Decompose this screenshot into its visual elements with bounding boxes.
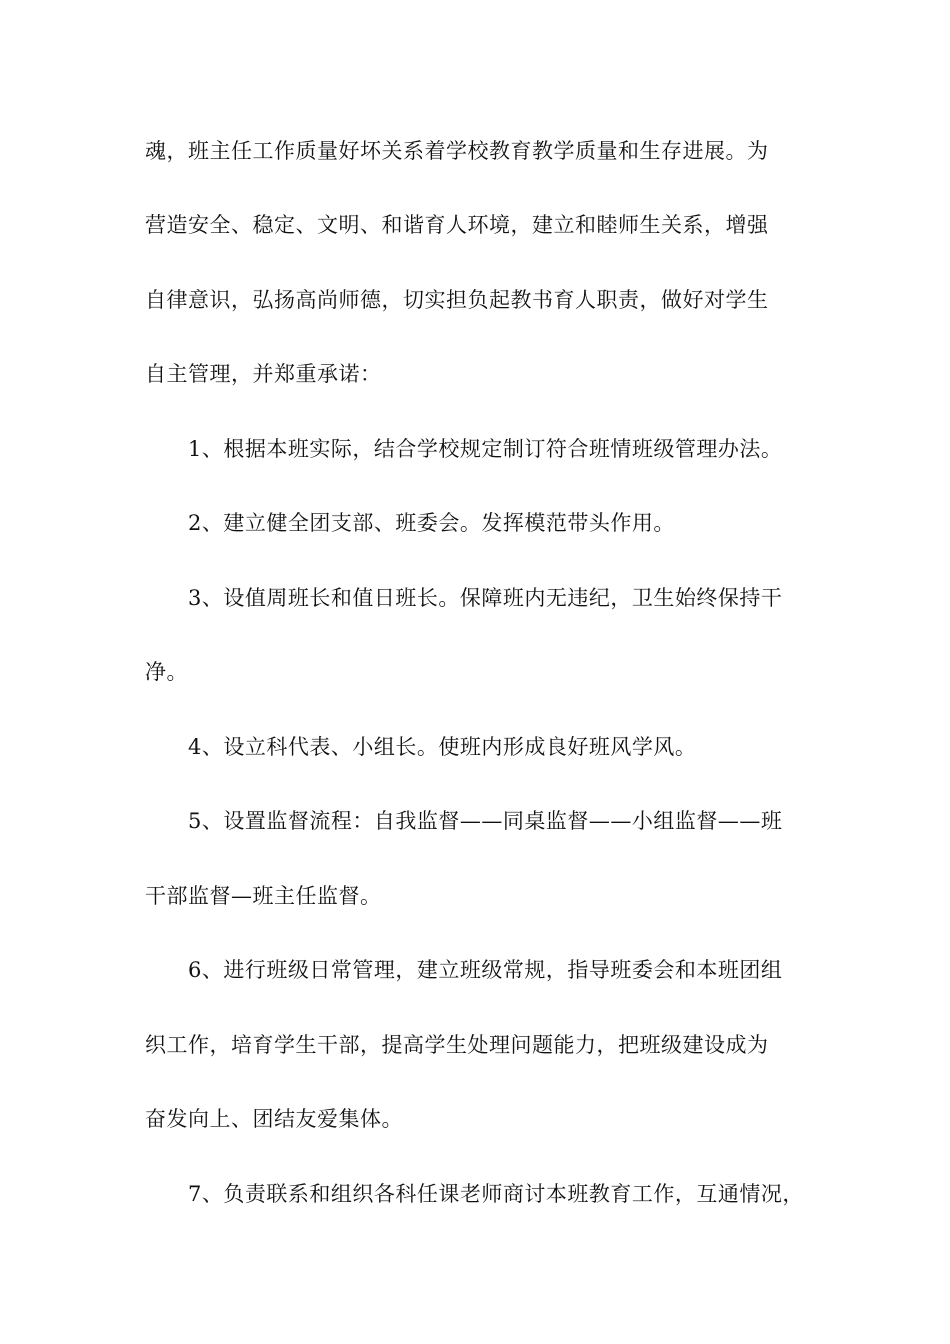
list-item-1: 1、根据本班实际，结合学校规定制订符合班情班级管理办法。 bbox=[188, 437, 783, 461]
list-item-6: 6、进行班级日常管理，建立班级常规，指导班委会和本班团组 bbox=[188, 958, 783, 982]
text-line: 干部监督—班主任监督。 bbox=[145, 884, 382, 908]
text-line: 净。 bbox=[145, 660, 188, 684]
list-item-7: 7、负责联系和组织各科任课老师商讨本班教育工作，互通情况， bbox=[188, 1182, 804, 1206]
list-item-4: 4、设立科代表、小组长。使班内形成良好班风学风。 bbox=[188, 735, 697, 759]
text-line: 营造安全、稳定、文明、和谐育人环境，建立和睦师生关系，增强 bbox=[145, 213, 769, 237]
text-line: 自律意识，弘扬高尚师德，切实担负起教书育人职责，做好对学生 bbox=[145, 288, 769, 312]
list-item-5: 5、设置监督流程：自我监督——同桌监督——小组监督——班 bbox=[188, 809, 783, 833]
text-line: 奋发向上、团结友爱集体。 bbox=[145, 1107, 403, 1131]
text-line: 织工作，培育学生干部，提高学生处理问题能力，把班级建设成为 bbox=[145, 1033, 769, 1057]
text-line: 自主管理，并郑重承诺： bbox=[145, 362, 382, 386]
list-item-2: 2、建立健全团支部、班委会。发挥模范带头作用。 bbox=[188, 511, 675, 535]
text-line: 魂，班主任工作质量好坏关系着学校教育教学质量和生存进展。为 bbox=[145, 139, 769, 163]
list-item-3: 3、设值周班长和值日班长。保障班内无违纪，卫生始终保持干 bbox=[188, 586, 783, 610]
